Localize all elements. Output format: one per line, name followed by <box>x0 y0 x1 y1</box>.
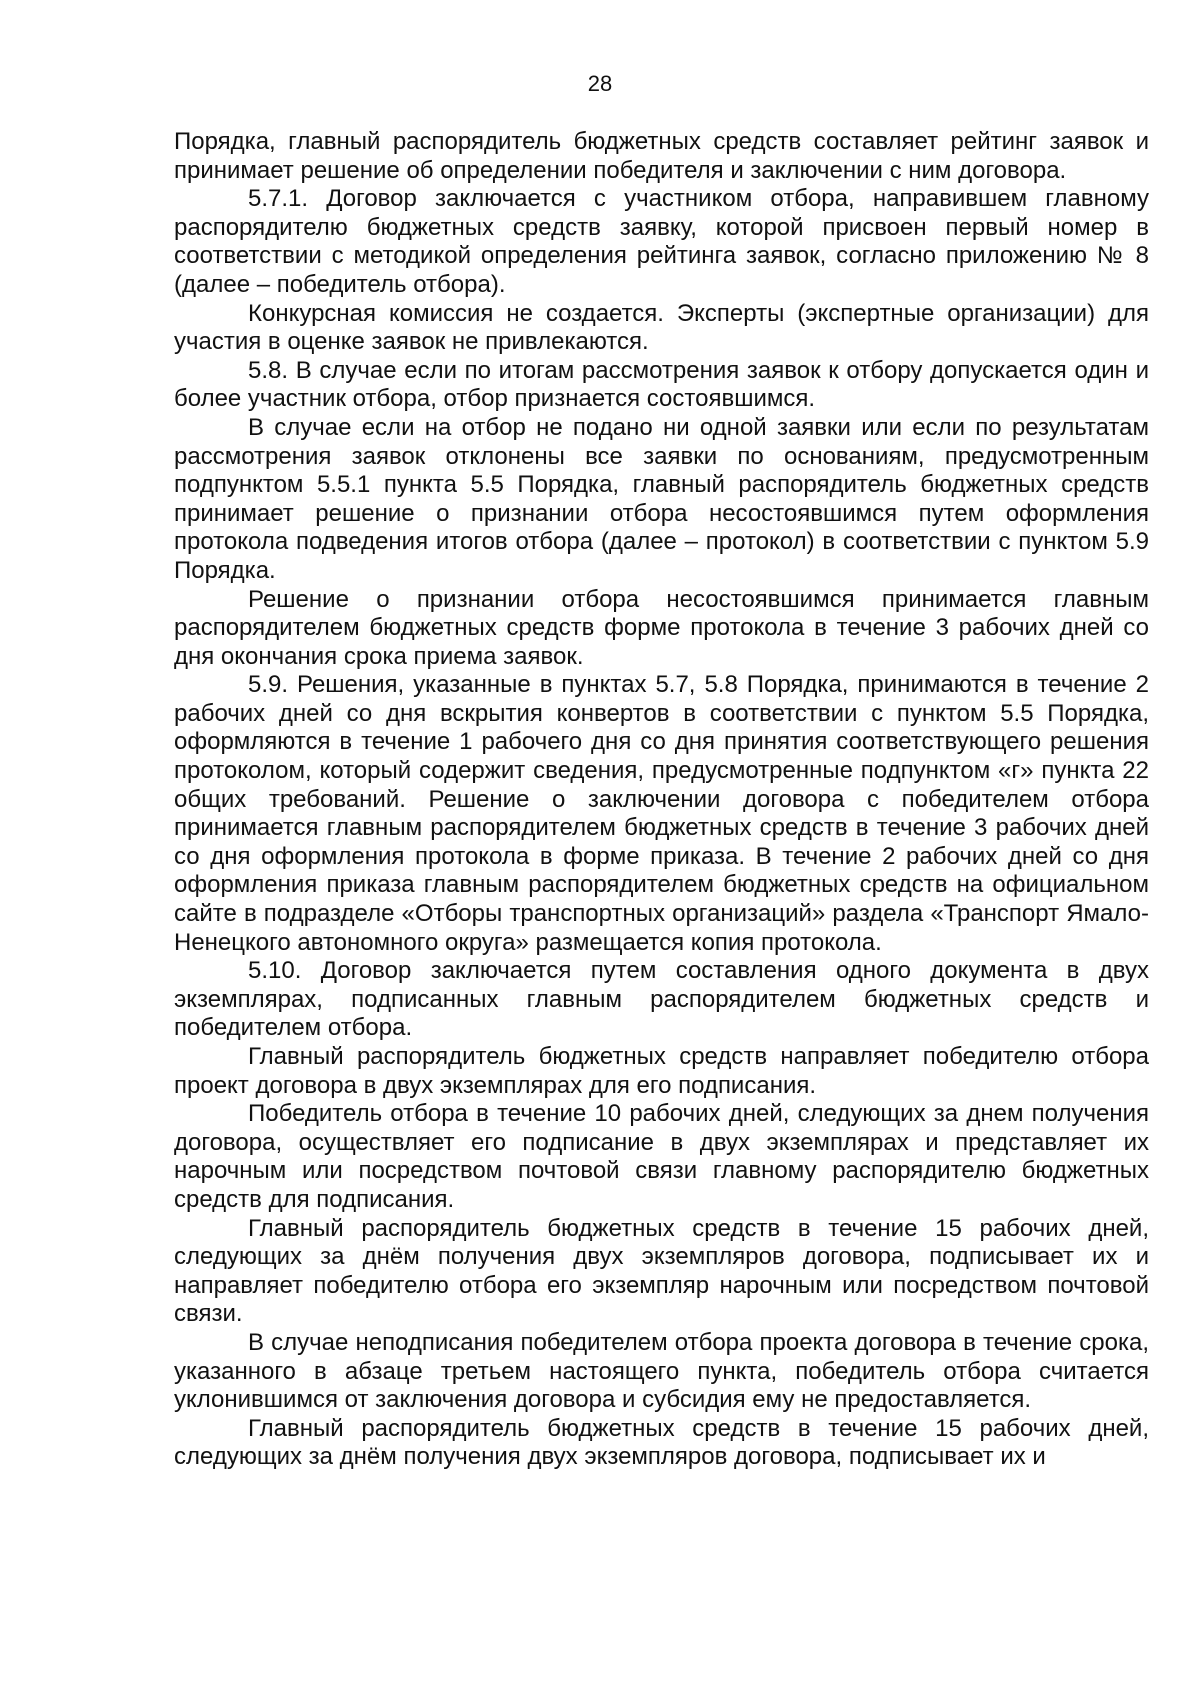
paragraph-distributor-signing: Главный распорядитель бюджетных средств в течение 15 рабочих дней, следующих за днём получения двух экземпляров договора, подписывает их и направляет победителю отбора его экземпляр нарочным или посредством почтовой связи. <box>174 1214 1149 1328</box>
paragraph-5-8: 5.8. В случае если по итогам рассмотрения заявок к отбору допускается один и более участник отбора, отбор признается состоявшимся. <box>174 356 1149 413</box>
paragraph-5-9: 5.9. Решения, указанные в пунктах 5.7, 5.8 Порядка, принимаются в течение 2 рабочих дней со дня вскрытия конвертов в соответствии с пунктом 5.5 Порядка, оформляются в течение 1 рабочего дня со дня принятия соответствующего решения протоколом, который содержит сведения, предусмотренные подпунктом «г» пункта 22 общих требований. Решение о заключении договора с победителем отбора принимается главным распорядителем бюджетных средств в течение 3 рабочих дней со дня оформления протокола в форме приказа. В течение 2 рабочих дней со дня оформления приказа главным распорядителем бюджетных средств на официальном сайте в подразделе «Отборы транспортных организаций» раздела «Транспорт Ямало-Ненецкого автономного округа» размещается копия протокола. <box>174 671 1149 956</box>
paragraph-non-signing: В случае неподписания победителем отбора проекта договора в течение срока, указанного в абзаце третьем настоящего пункта, победитель отбора считается уклонившимся от заключения договора и субсидия ему не предоставляется. <box>174 1328 1149 1414</box>
paragraph-continuation: Порядка, главный распорядитель бюджетных средств составляет рейтинг заявок и принимает решение об определении победителя и заключении с ним договора. <box>174 128 1149 184</box>
document-body <box>174 128 1149 1472</box>
paragraph-5-7-1: 5.7.1. Договор заключается с участником отбора, направившем главному распорядителю бюджетных средств заявку, которой присвоен первый номер в соответствии с методикой определения рейтинга заявок, согласно приложению № 8 (далее – победитель отбора). <box>174 185 1149 298</box>
paragraph-5-10: 5.10. Договор заключается путем составления одного документа в двух экземплярах, подписанных главным распорядителем бюджетных средств и победителем отбора. <box>174 957 1149 1042</box>
page-number: 28 <box>587 71 613 96</box>
paragraph-winner-signing: Победитель отбора в течение 10 рабочих дней, следующих за днем получения договора, осуществляет его подписание в двух экземплярах и представляет их нарочным или посредством почтовой связи главному распорядителю бюджетных средств для подписания. <box>174 1100 1149 1213</box>
paragraph-failed-selection: Решение о признании отбора несостоявшимся принимается главным распорядителем бюджетных средств форме протокола в течение 3 рабочих дней со дня окончания срока приема заявок. <box>174 585 1149 670</box>
paragraph-no-bids: В случае если на отбор не подано ни одной заявки или если по результатам рассмотрения заявок отклонены все заявки по основаниям, предусмотренным подпунктом 5.5.1 пункта 5.5 Порядка, главный распорядитель бюджетных средств принимает решение о признании отбора несостоявшимся путем оформления протокола подведения итогов отбора (далее – протокол) в соответствии с пунктом 5.9 Порядка. <box>174 413 1149 584</box>
paragraph-commission: Конкурсная комиссия не создается. Эксперты (экспертные организации) для участия в оценке заявок не привлекаются. <box>174 299 1149 356</box>
paragraph-distributor-signing-repeat: Главный распорядитель бюджетных средств в течение 15 рабочих дней, следующих за днём получения двух экземпляров договора, подписывает их и <box>174 1414 1149 1471</box>
paragraph-draft-contract: Главный распорядитель бюджетных средств направляет победителю отбора проект договора в двух экземплярах для его подписания. <box>174 1043 1149 1099</box>
